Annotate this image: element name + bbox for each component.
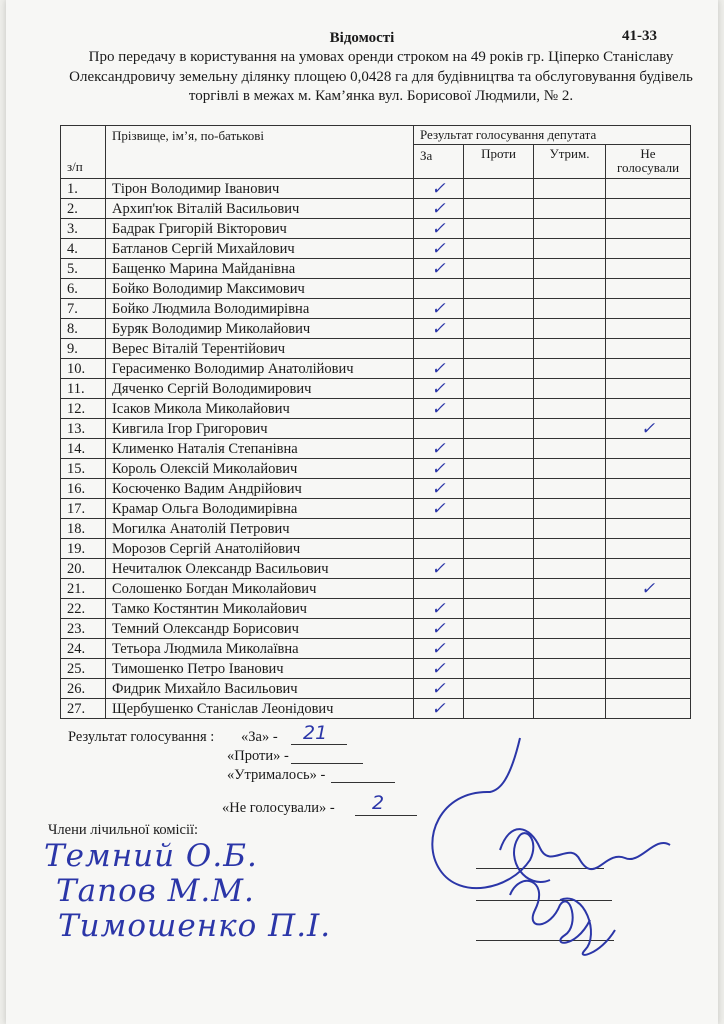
result-for-label: «За» - [241,729,278,745]
vote-cell-not-voted [606,179,691,199]
vote-cell-for [414,679,464,699]
vote-cell-for [414,379,464,399]
vote-cell-abstain [534,219,606,239]
row-number: 24. [61,639,106,659]
check-mark-icon: ✓ [431,478,446,498]
vote-cell-abstain [534,559,606,579]
deputy-name: Морозов Сергій Анатолійович [106,539,414,559]
row-number: 27. [61,699,106,719]
header-abstain: Утрим. [534,145,606,179]
deputy-name: Тимошенко Петро Іванович [106,659,414,679]
vote-cell-abstain [534,619,606,639]
vote-cell-not-voted [606,479,691,499]
vote-cell-not-voted [606,399,691,419]
table-row [61,199,691,219]
vote-cell-for [414,259,464,279]
vote-cell-not-voted [606,639,691,659]
deputy-name: Герасименко Володимир Анатолійович [106,359,414,379]
row-number: 16. [61,479,106,499]
table-row [61,179,691,199]
vote-cell-abstain [534,599,606,619]
vote-cell-against [464,299,534,319]
row-number: 18. [61,519,106,539]
commission-label: Члени лічильної комісії: [48,822,199,838]
header-name: Прізвище, ім’я, по-батькові [106,126,414,179]
check-mark-icon: ✓ [431,618,446,638]
table-row [61,379,691,399]
vote-cell-not-voted [606,199,691,219]
deputy-name: Солошенко Богдан Миколайович [106,579,414,599]
vote-cell-abstain [534,439,606,459]
vote-cell-abstain [534,679,606,699]
deputy-name: Кивгила Ігор Григорович [106,419,414,439]
table-row [61,699,691,719]
commission-member-3-signature: Тимошенко П.І. [58,908,332,944]
vote-cell-against [464,639,534,659]
voting-table [60,125,691,719]
deputy-name: Крамар Ольга Володимирівна [106,499,414,519]
check-mark-icon: ✓ [431,498,446,518]
row-number: 5. [61,259,106,279]
deputy-name: Дяченко Сергій Володимирович [106,379,414,399]
check-mark-icon: ✓ [431,658,446,678]
deputy-name: Бащенко Марина Майданівна [106,259,414,279]
vote-cell-for [414,299,464,319]
vote-cell-not-voted [606,339,691,359]
result-not-voted-label: «Не голосували» - [222,800,335,816]
row-number: 3. [61,219,106,239]
deputy-name: Фидрик Михайло Васильович [106,679,414,699]
check-mark-icon: ✓ [431,258,446,278]
vote-cell-abstain [534,479,606,499]
row-number: 19. [61,539,106,559]
vote-cell-for [414,479,464,499]
vote-cell-abstain [534,359,606,379]
deputy-name: Нечиталюк Олександр Васильович [106,559,414,579]
deputy-name: Бадрак Григорій Вікторович [106,219,414,239]
vote-cell-against [464,539,534,559]
vote-cell-for [414,399,464,419]
check-mark-icon: ✓ [431,398,446,418]
vote-cell-abstain [534,339,606,359]
row-number: 15. [61,459,106,479]
row-number: 26. [61,679,106,699]
vote-cell-not-voted [606,519,691,539]
row-number: 14. [61,439,106,459]
deputy-name: Верес Віталій Терентійович [106,339,414,359]
vote-cell-not-voted [606,559,691,579]
vote-cell-not-voted [606,659,691,679]
table-row [61,499,691,519]
table-row [61,679,691,699]
vote-cell-abstain [534,279,606,299]
vote-cell-for [414,499,464,519]
row-number: 8. [61,319,106,339]
row-number: 11. [61,379,106,399]
row-number: 2. [61,199,106,219]
vote-cell-for [414,359,464,379]
vote-cell-for [414,419,464,439]
table-row [61,339,691,359]
check-mark-icon: ✓ [640,578,656,598]
vote-cell-against [464,399,534,419]
header-result: Результат голосування депутата [414,126,691,145]
row-number: 4. [61,239,106,259]
vote-cell-not-voted [606,239,691,259]
vote-cell-not-voted [606,579,691,599]
deputy-name: Бойко Володимир Максимович [106,279,414,299]
deputy-name: Бойко Людмила Володимирівна [106,299,414,319]
deputy-name: Батланов Сергій Михайлович [106,239,414,259]
vote-cell-abstain [534,299,606,319]
check-mark-icon: ✓ [431,218,446,238]
vote-cell-for [414,619,464,639]
vote-cell-not-voted [606,219,691,239]
result-abstain-line [331,768,395,783]
commission-member-1-signature: Темний О.Б. [44,838,258,874]
vote-cell-against [464,479,534,499]
row-number: 23. [61,619,106,639]
deputy-name: Архип'юк Віталій Васильович [106,199,414,219]
deputy-name: Щербушенко Станіслав Леонідович [106,699,414,719]
vote-cell-for [414,339,464,359]
voting-table-body [61,179,691,719]
check-mark-icon: ✓ [431,318,446,338]
vote-cell-against [464,319,534,339]
row-number: 17. [61,499,106,519]
row-number: 9. [61,339,106,359]
vote-cell-against [464,659,534,679]
row-number: 21. [61,579,106,599]
vote-cell-against [464,619,534,639]
vote-cell-for [414,239,464,259]
table-row [61,539,691,559]
vote-cell-for [414,659,464,679]
table-row [61,359,691,379]
deputy-name: Косюченко Вадим Андрійович [106,479,414,499]
table-row [61,219,691,239]
results-label: Результат голосування : [68,729,215,745]
vote-cell-against [464,459,534,479]
vote-cell-abstain [534,639,606,659]
table-row [61,299,691,319]
vote-cell-not-voted [606,499,691,519]
vote-cell-for [414,699,464,719]
vote-cell-against [464,499,534,519]
check-mark-icon: ✓ [431,358,446,378]
vote-cell-not-voted [606,679,691,699]
vote-cell-against [464,419,534,439]
vote-cell-for [414,559,464,579]
vote-cell-against [464,339,534,359]
table-row [61,559,691,579]
deputy-name: Тамко Костянтин Миколайович [106,599,414,619]
table-row [61,639,691,659]
vote-cell-for [414,199,464,219]
check-mark-icon: ✓ [431,558,446,578]
table-row [61,599,691,619]
vote-cell-for [414,179,464,199]
table-row [61,259,691,279]
check-mark-icon: ✓ [431,298,446,318]
vote-cell-against [464,219,534,239]
header-for: За [414,145,464,179]
table-row [61,439,691,459]
vote-cell-abstain [534,659,606,679]
vote-cell-abstain [534,459,606,479]
row-number: 22. [61,599,106,619]
vote-cell-against [464,259,534,279]
vote-cell-for [414,219,464,239]
vote-cell-abstain [534,319,606,339]
row-number: 12. [61,399,106,419]
vote-cell-not-voted [606,359,691,379]
vote-cell-against [464,699,534,719]
table-row [61,399,691,419]
vote-cell-abstain [534,179,606,199]
header-num: з/п [61,126,106,179]
table-row [61,319,691,339]
table-row [61,479,691,499]
table-row [61,619,691,639]
vote-cell-for [414,459,464,479]
vote-cell-against [464,199,534,219]
vote-cell-for [414,439,464,459]
table-row [61,579,691,599]
vote-cell-not-voted [606,699,691,719]
vote-cell-for [414,639,464,659]
vote-cell-not-voted [606,419,691,439]
vote-cell-for [414,279,464,299]
result-against-label: «Проти» - [227,748,289,764]
handwritten-signature-scribble [400,720,700,980]
check-mark-icon: ✓ [431,598,446,618]
check-mark-icon: ✓ [431,238,446,258]
check-mark-icon: ✓ [431,698,446,718]
vote-cell-for [414,579,464,599]
vote-cell-abstain [534,539,606,559]
result-abstain-label: «Утрималось» - [227,767,326,783]
row-number: 13. [61,419,106,439]
row-number: 10. [61,359,106,379]
deputy-name: Темний Олександр Борисович [106,619,414,639]
vote-cell-against [464,679,534,699]
deputy-name: Могилка Анатолій Петрович [106,519,414,539]
vote-cell-abstain [534,399,606,419]
table-row [61,419,691,439]
vote-cell-not-voted [606,259,691,279]
vote-cell-against [464,439,534,459]
result-against-line [291,749,363,764]
vote-cell-not-voted [606,379,691,399]
vote-cell-against [464,599,534,619]
deputy-name: Тетьора Людмила Миколаївна [106,639,414,659]
check-mark-icon: ✓ [431,378,446,398]
vote-cell-against [464,179,534,199]
vote-cell-not-voted [606,319,691,339]
check-mark-icon: ✓ [431,458,446,478]
vote-cell-abstain [534,499,606,519]
table-row [61,519,691,539]
row-number: 25. [61,659,106,679]
vote-cell-against [464,239,534,259]
vote-cell-abstain [534,419,606,439]
deputy-name: Клименко Наталія Степанівна [106,439,414,459]
table-row [61,279,691,299]
vote-cell-against [464,519,534,539]
document-number: 41-33 [622,28,657,44]
vote-cell-abstain [534,519,606,539]
check-mark-icon: ✓ [431,638,446,658]
vote-cell-not-voted [606,539,691,559]
table-row [61,459,691,479]
result-for-value: 21 [303,722,328,744]
vote-cell-against [464,559,534,579]
vote-cell-abstain [534,579,606,599]
vote-cell-for [414,519,464,539]
deputy-name: Буряк Володимир Миколайович [106,319,414,339]
check-mark-icon: ✓ [431,198,446,218]
row-number: 7. [61,299,106,319]
row-number: 20. [61,559,106,579]
vote-cell-abstain [534,259,606,279]
check-mark-icon: ✓ [640,418,656,438]
vote-cell-not-voted [606,459,691,479]
commission-member-2-signature: Тапов М.М. [56,873,255,909]
vote-cell-against [464,379,534,399]
vote-cell-against [464,279,534,299]
check-mark-icon: ✓ [431,678,446,698]
table-row [61,239,691,259]
deputy-name: Тірон Володимир Іванович [106,179,414,199]
vote-cell-not-voted [606,299,691,319]
vote-cell-not-voted [606,439,691,459]
vote-cell-against [464,359,534,379]
header-against: Проти [464,145,534,179]
vote-cell-against [464,579,534,599]
document-title: Відомості [329,30,395,46]
row-number: 6. [61,279,106,299]
vote-cell-not-voted [606,279,691,299]
result-not-voted-value: 2 [372,792,385,814]
table-row [61,659,691,679]
row-number: 1. [61,179,106,199]
vote-cell-not-voted [606,599,691,619]
vote-cell-for [414,599,464,619]
check-mark-icon: ✓ [431,438,446,458]
check-mark-icon: ✓ [431,178,446,198]
vote-cell-for [414,319,464,339]
vote-cell-abstain [534,379,606,399]
document-subject: Про передачу в користування на умовах оренди строком на 49 років гр. Ціперко Станіславу Олександровичу земельну ділянку площею 0,0428 га для будівництва та обслуговування будівель торгівлі в межах м. Кам’янка вул. Борисової Людмили, № 2. [69,49,693,104]
vote-cell-abstain [534,699,606,719]
vote-cell-for [414,539,464,559]
vote-cell-abstain [534,239,606,259]
header-not-voted: Не голосували [606,145,691,179]
deputy-name: Король Олексій Миколайович [106,459,414,479]
vote-cell-abstain [534,199,606,219]
deputy-name: Ісаков Микола Миколайович [106,399,414,419]
vote-cell-not-voted [606,619,691,639]
